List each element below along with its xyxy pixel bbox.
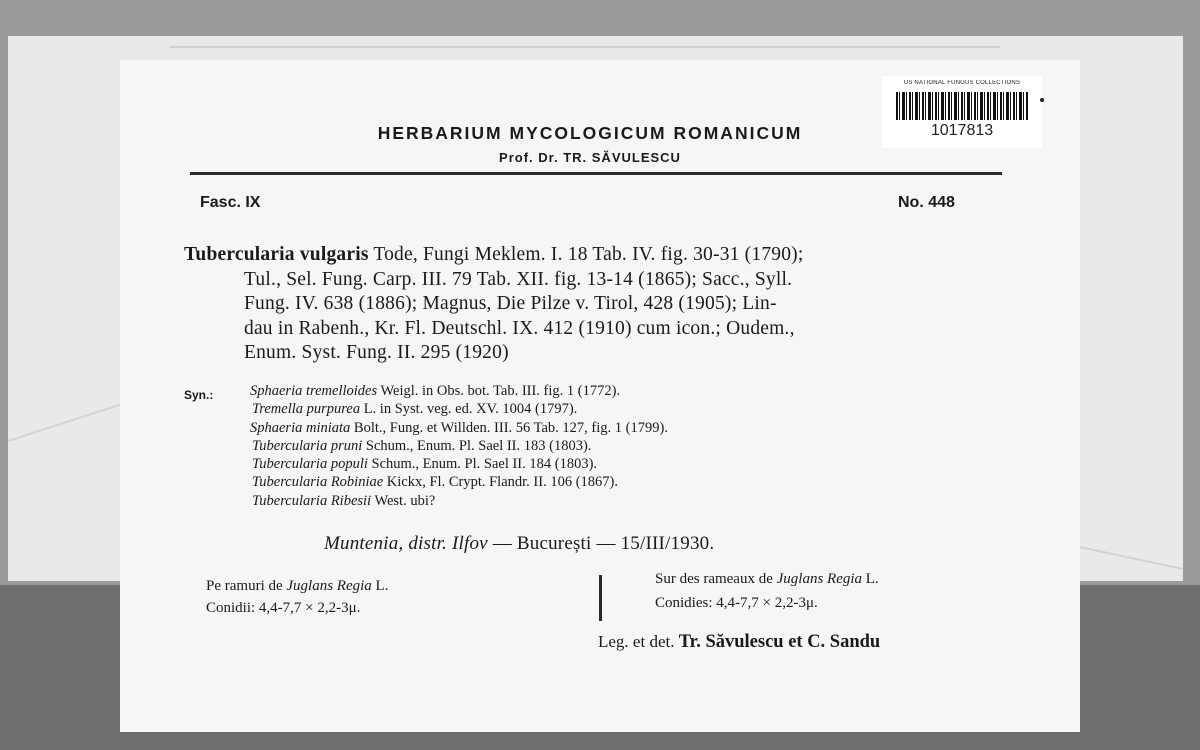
locality-date: — București — 15/III/1930. (487, 533, 715, 554)
host-name: Juglans Regia (286, 578, 372, 594)
synonym-item (250, 437, 984, 455)
dot-mark (1040, 98, 1044, 102)
specimen-number: No. 448 (898, 194, 955, 211)
fascicle-number: Fasc. IX (200, 194, 261, 211)
synonym-name: Tubercularia populi (252, 456, 368, 473)
envelope-flap-edge (170, 46, 1000, 48)
synonym-item (250, 400, 984, 418)
synonym-name: Tubercularia Ribesii (252, 492, 372, 509)
collector-prefix: Leg. et det. (598, 632, 679, 651)
citation-line (184, 243, 1014, 268)
synonym-ref: West. ubi? (371, 492, 436, 509)
species-citation (184, 243, 1014, 366)
barcode-number: 1017813 (930, 122, 994, 139)
header-rule (190, 172, 1002, 175)
collector-line (598, 632, 880, 653)
synonym-name: Sphaeria miniata (250, 419, 351, 436)
synonym-ref: Schum., Enum. Pl. Sael II. 183 (1803). (362, 437, 592, 454)
citation-line: dau in Rabenh., Kr. Fl. Deutschl. IX. 412 (1910) cum icon.; Oudem., (244, 317, 795, 339)
synonym-list (184, 382, 984, 510)
citation-text: Tode, Fungi Meklem. I. 18 Tab. IV. fig. 30-31 (1790); (368, 244, 804, 265)
substrate-text: Pe ramuri de (206, 578, 287, 594)
collector-names: Tr. Săvulescu et C. Sandu (678, 632, 881, 652)
synonym-label: Syn.: (184, 388, 214, 402)
host-name: Juglans Regia (776, 571, 863, 587)
synonym-name: Tubercularia pruni (252, 437, 363, 454)
host-author: L. (371, 578, 389, 594)
barcode-caption: US NATIONAL FUNGUS COLLECTIONS (903, 80, 1021, 86)
synonym-name: Tubercularia Robiniae (252, 474, 384, 491)
barcode-bars-icon (896, 92, 1028, 120)
synonym-ref: Kickx, Fl. Crypt. Flandr. II. 106 (1867). (383, 474, 618, 491)
substrate-romanian (206, 575, 388, 619)
synonym-name: Tremella purpurea (252, 401, 361, 418)
locality-region: Muntenia, distr. Ilfov (324, 533, 488, 554)
synonym-item (250, 419, 984, 437)
citation-line: Tul., Sel. Fung. Carp. III. 79 Tab. XII. fig. 13-14 (1865); Sacc., Syll. (244, 268, 793, 290)
synonym-item (250, 473, 984, 491)
substrate-text: Sur des rameaux de (655, 571, 777, 587)
synonym-ref: Weigl. in Obs. bot. Tab. III. fig. 1 (1772). (377, 383, 621, 399)
synonym-ref: Bolt., Fung. et Willden. III. 56 Tab. 127, fig. 1 (1799). (350, 419, 668, 436)
synonym-name: Sphaeria tremelloides (250, 383, 378, 399)
host-author: L. (862, 571, 879, 587)
synonym-ref: L. in Syst. veg. ed. XV. 1004 (1797). (360, 401, 578, 418)
synonym-item (250, 492, 984, 510)
synonym-ref: Schum., Enum. Pl. Sael II. 184 (1803). (367, 456, 598, 473)
conidia-measure: Conidii: 4,4-7,7 × 2,2-3μ. (206, 600, 361, 616)
substrate-line (655, 567, 879, 591)
citation-line: Fung. IV. 638 (1886); Magnus, Die Pilze v. Tirol, 428 (1905); Lin- (244, 293, 777, 314)
synonym-items (184, 382, 984, 510)
synonym-item (250, 455, 984, 473)
collection-locality (324, 533, 714, 555)
substrate-line (206, 575, 388, 597)
synonym-item (250, 382, 984, 400)
herbarium-director: Prof. Dr. TR. SĂVULESCU (499, 150, 681, 165)
column-divider (599, 575, 602, 621)
herbarium-title: HERBARIUM MYCOLOGICUM ROMANICUM (377, 123, 803, 143)
species-name: Tubercularia vulgaris (184, 244, 369, 265)
substrate-french (655, 567, 879, 615)
conidia-measure: Conidies: 4,4-7,7 × 2,2-3μ. (655, 595, 818, 611)
citation-line: Enum. Syst. Fung. II. 295 (1920) (244, 342, 509, 363)
